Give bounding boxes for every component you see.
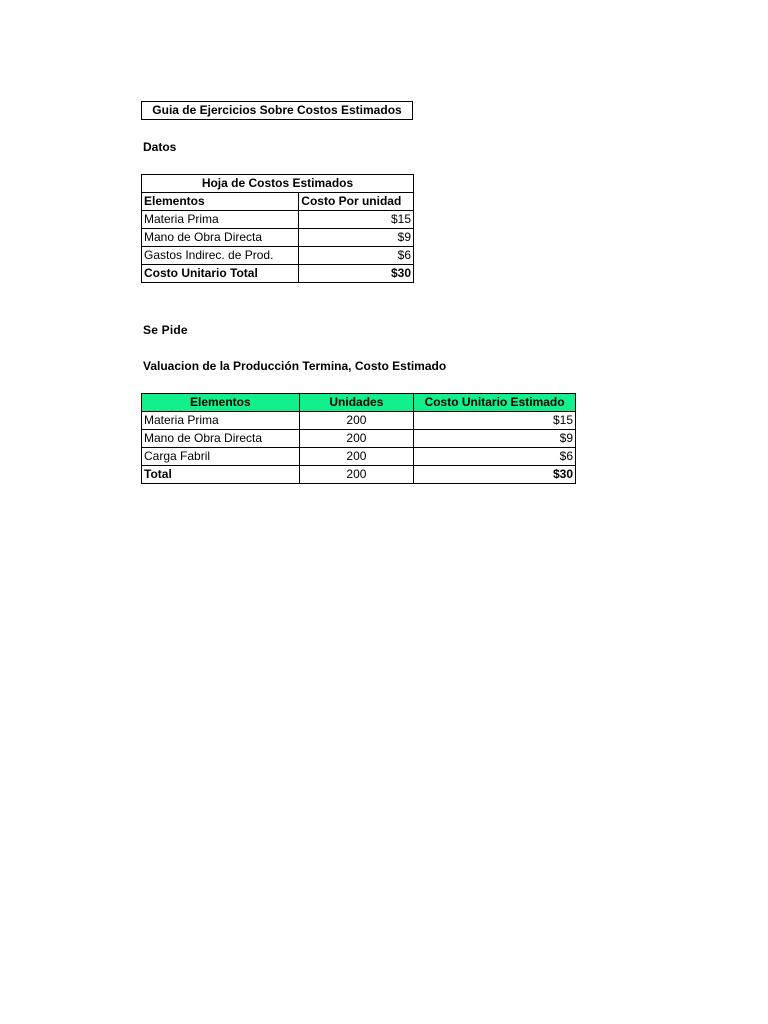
row-unidades: 200 <box>299 412 413 430</box>
row-costo: $9 <box>414 430 576 448</box>
total-unidades: 200 <box>299 466 413 484</box>
table-row <box>142 412 576 430</box>
total-costo: $30 <box>414 466 576 484</box>
row-unidades: 200 <box>299 430 413 448</box>
table-row <box>142 448 576 466</box>
table-header-row <box>142 193 414 211</box>
table-header-row <box>142 394 576 412</box>
column-header-costo: Costo Por unidad <box>299 193 414 211</box>
row-elemento: Mano de Obra Directa <box>142 430 300 448</box>
table-caption-row <box>142 175 414 193</box>
row-elemento: Mano de Obra Directa <box>142 229 299 247</box>
column-header-unidades: Unidades <box>299 394 413 412</box>
row-elemento: Materia Prima <box>142 412 300 430</box>
table-row <box>142 247 414 265</box>
table-total-row <box>142 466 576 484</box>
row-costo: $6 <box>299 247 414 265</box>
table-row <box>142 211 414 229</box>
row-costo: $15 <box>414 412 576 430</box>
table-row <box>142 229 414 247</box>
row-unidades: 200 <box>299 448 413 466</box>
column-header-elementos: Elementos <box>142 394 300 412</box>
hoja-costos-table <box>141 174 414 283</box>
total-label: Costo Unitario Total <box>142 265 299 283</box>
total-label: Total <box>142 466 300 484</box>
row-elemento: Carga Fabril <box>142 448 300 466</box>
column-header-elementos: Elementos <box>142 193 299 211</box>
row-elemento: Gastos Indirec. de Prod. <box>142 247 299 265</box>
column-header-costo-unitario: Costo Unitario Estimado <box>414 394 576 412</box>
table-total-row <box>142 265 414 283</box>
row-costo: $9 <box>299 229 414 247</box>
se-pide-label: Se Pide <box>143 323 188 337</box>
row-costo: $6 <box>414 448 576 466</box>
table-row <box>142 430 576 448</box>
datos-label: Datos <box>143 140 177 154</box>
row-elemento: Materia Prima <box>142 211 299 229</box>
valuacion-label: Valuacion de la Producción Termina, Costo Estimado <box>143 359 447 373</box>
total-costo: $30 <box>299 265 414 283</box>
table-caption: Hoja de Costos Estimados <box>142 175 414 193</box>
row-costo: $15 <box>299 211 414 229</box>
valuacion-table <box>141 393 576 484</box>
page-title: Guia de Ejercicios Sobre Costos Estimados <box>141 101 413 120</box>
